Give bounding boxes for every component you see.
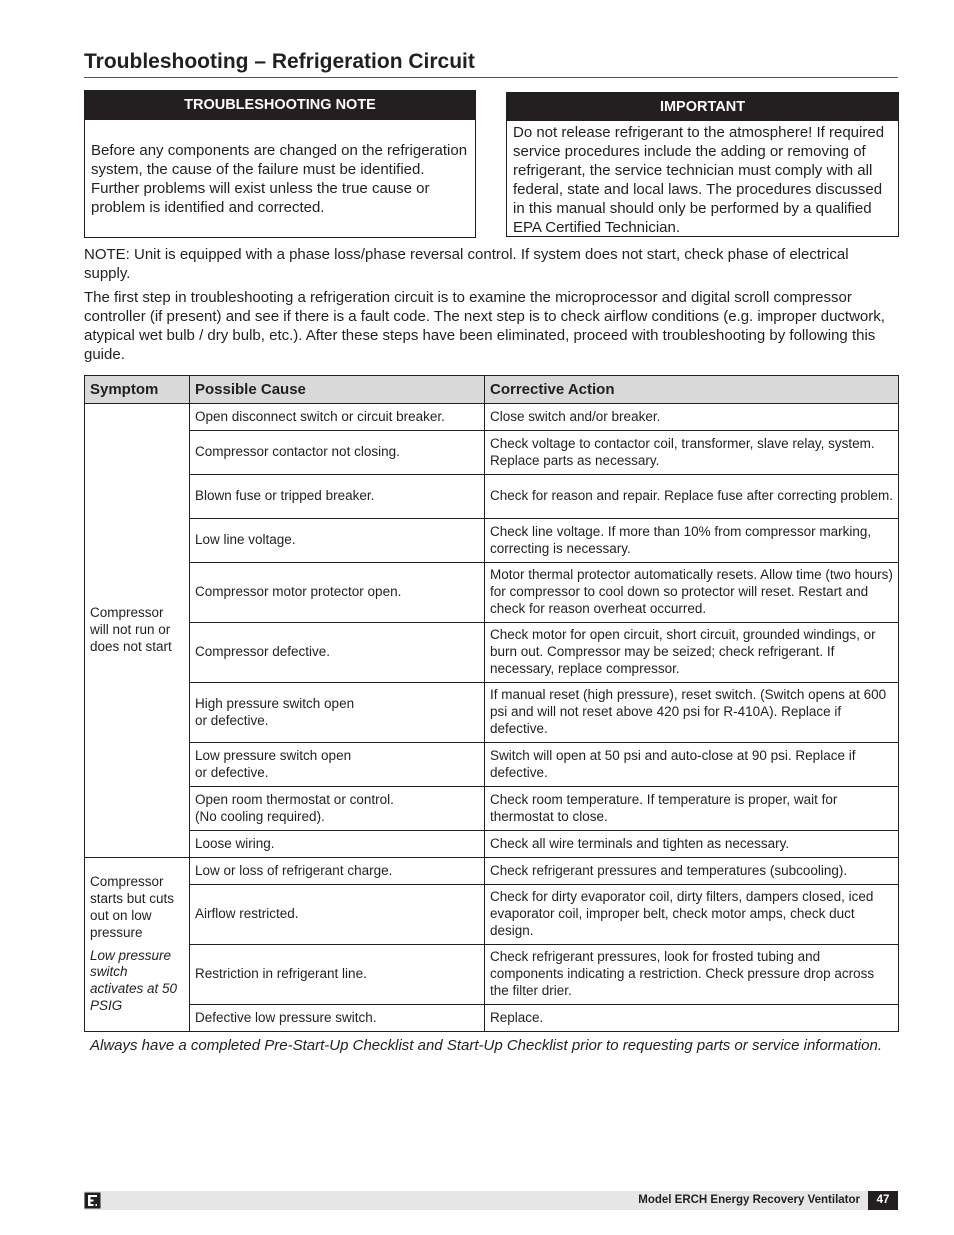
table-row <box>85 743 899 787</box>
footer-model-name: Model ERCH Energy Recovery Ventilator <box>638 1194 860 1206</box>
action-cell: Check refrigerant pressures, look for frosted tubing and components indicating a restriction. Check pressure drop across the filter drier. <box>485 945 899 1005</box>
symptom-cell <box>85 858 190 1032</box>
intro-paragraph: The first step in troubleshooting a refrigeration circuit is to examine the microprocessor and digital scroll compressor controller (if present) and see if there is a fault code. The next step is to check airflow conditions (e.g. improper ductwork, atypical wet bulb / dry bulb, etc.). After these steps have been eliminated, proceed with troubleshooting by following this guide. <box>84 289 885 363</box>
troubleshooting-table <box>84 375 899 1032</box>
table-row <box>85 404 899 431</box>
table-row <box>85 787 899 831</box>
action-cell: Check for dirty evaporator coil, dirty filters, dampers closed, iced evaporator coil, improper belt, check motor amps, check duct design. <box>485 885 899 945</box>
symptom-text: Compressor starts but cuts out on low pressure <box>90 874 175 940</box>
action-header: Corrective Action <box>485 376 899 404</box>
action-cell: Motor thermal protector automatically resets. Allow time (two hours) for compressor to cool down so protector will reset. Restart and check for reason overheat occurred. <box>485 563 899 623</box>
action-cell: Check line voltage. If more than 10% from compressor marking, correcting is necessary. <box>485 519 899 563</box>
table-row <box>85 475 899 519</box>
page-title: Troubleshooting – Refrigeration Circuit <box>84 50 475 73</box>
page-number: 47 <box>868 1191 898 1210</box>
cause-line: High pressure switch open <box>195 695 355 711</box>
cause-header: Possible Cause <box>190 376 485 404</box>
troubleshooting-note-body: Before any components are changed on the refrigeration system, the cause of the failure must be identified. Further problems will exist unless the true cause or problem is identified and corrected. <box>91 142 468 216</box>
cause-cell: Open disconnect switch or circuit breaker. <box>190 404 485 431</box>
table-row <box>85 945 899 1005</box>
cause-cell <box>190 787 485 831</box>
brand-logo-icon <box>84 1192 101 1209</box>
important-body: Do not release refrigerant to the atmosphere! If required service procedures include the adding or removing of refrigerant, the service technician must comply with all federal, state and local laws. The procedures discussed in this manual should only be performed by a qualified EPA Certified Technician. <box>513 124 885 236</box>
action-cell: Close switch and/or breaker. <box>485 404 899 431</box>
table-row <box>85 519 899 563</box>
action-cell: Check for reason and repair. Replace fuse after correcting problem. <box>485 475 899 519</box>
troubleshooting-note-heading: TROUBLESHOOTING NOTE <box>85 91 475 120</box>
cause-cell <box>190 743 485 787</box>
action-cell: Check room temperature. If temperature is proper, wait for thermostat to close. <box>485 787 899 831</box>
table-row <box>85 885 899 945</box>
cause-line: or defective. <box>195 764 269 780</box>
important-heading: IMPORTANT <box>507 93 898 121</box>
table-row <box>85 563 899 623</box>
symptom-note: Low pressure switch activates at 50 PSIG <box>90 947 178 1013</box>
cause-cell: Low or loss of refrigerant charge. <box>190 858 485 885</box>
table-row <box>85 683 899 743</box>
phase-note-paragraph: NOTE: Unit is equipped with a phase loss/phase reversal control. If system does not start, check phase of electrical supply. <box>84 246 849 282</box>
action-cell: If manual reset (high pressure), reset switch. (Switch opens at 600 psi and will not reset above 420 psi for R-410A). Replace if defective. <box>485 683 899 743</box>
action-cell: Check voltage to contactor coil, transformer, slave relay, system. Replace parts as necessary. <box>485 431 899 475</box>
cause-cell: Compressor motor protector open. <box>190 563 485 623</box>
cause-cell: Loose wiring. <box>190 831 485 858</box>
cause-line: Open room thermostat or control. <box>195 791 394 807</box>
symptom-header: Symptom <box>85 376 190 404</box>
cause-line: (No cooling required). <box>195 808 325 824</box>
action-cell: Check motor for open circuit, short circuit, grounded windings, or burn out. Compressor may be seized; check refrigerant. If necessary, replace compressor. <box>485 623 899 683</box>
page-footer <box>84 1191 898 1210</box>
table-header-row <box>85 376 899 404</box>
cause-cell: Airflow restricted. <box>190 885 485 945</box>
cause-cell: Blown fuse or tripped breaker. <box>190 475 485 519</box>
action-cell: Switch will open at 50 psi and auto-close at 90 psi. Replace if defective. <box>485 743 899 787</box>
action-cell: Check all wire terminals and tighten as necessary. <box>485 831 899 858</box>
cause-line: Low pressure switch open <box>195 747 352 763</box>
cause-line: or defective. <box>195 712 269 728</box>
table-row <box>85 1005 899 1032</box>
troubleshooting-note-box <box>84 90 476 238</box>
important-box <box>506 92 899 237</box>
table-row <box>85 831 899 858</box>
table-row <box>85 431 899 475</box>
table-row <box>85 623 899 683</box>
cause-cell <box>190 683 485 743</box>
cause-cell: Defective low pressure switch. <box>190 1005 485 1032</box>
title-divider <box>84 77 898 78</box>
cause-cell: Low line voltage. <box>190 519 485 563</box>
cause-cell: Compressor defective. <box>190 623 485 683</box>
cause-cell: Compressor contactor not closing. <box>190 431 485 475</box>
checklist-footnote: Always have a completed Pre-Start-Up Checklist and Start-Up Checklist prior to requesting parts or service information. <box>90 1037 882 1054</box>
action-cell: Check refrigerant pressures and temperatures (subcooling). <box>485 858 899 885</box>
cause-cell: Restriction in refrigerant line. <box>190 945 485 1005</box>
symptom-cell: Compressor will not run or does not start <box>85 404 190 858</box>
table-row <box>85 858 899 885</box>
action-cell: Replace. <box>485 1005 899 1032</box>
